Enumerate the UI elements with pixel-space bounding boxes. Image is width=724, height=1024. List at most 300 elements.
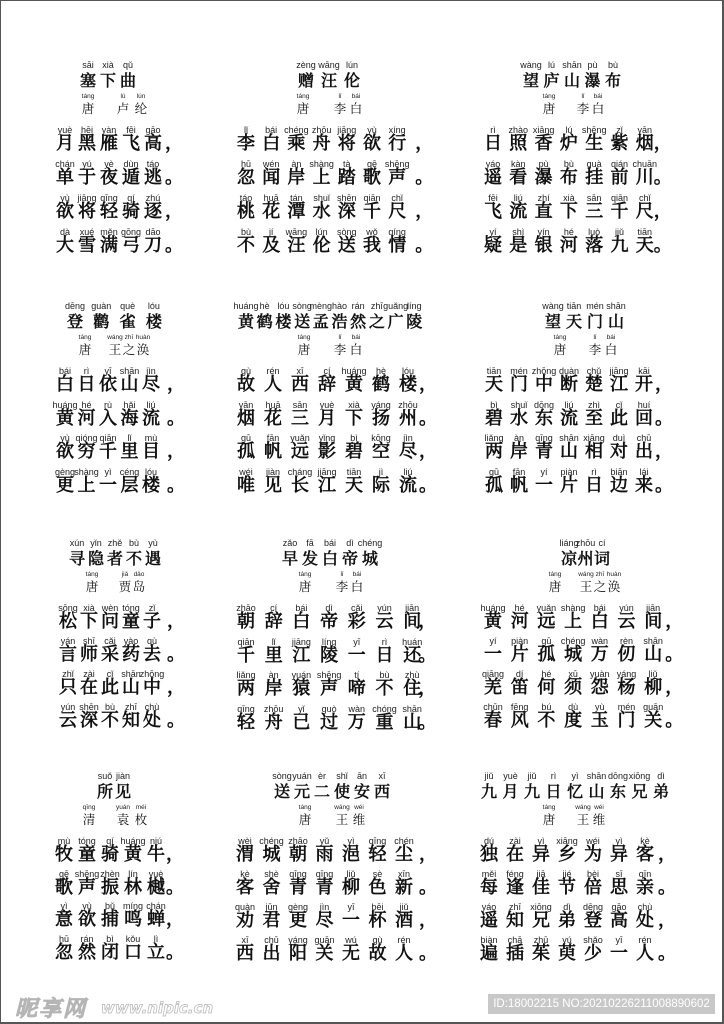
- pinyin: yù: [82, 901, 92, 911]
- verse-char: [144, 125, 162, 154]
- pinyin: yín: [537, 227, 550, 237]
- hanzi: 雪: [78, 235, 96, 256]
- hanzi: 州: [399, 407, 417, 429]
- verse-char: [482, 669, 504, 698]
- pinyin: qíng: [388, 227, 406, 237]
- hanzi: 江: [317, 474, 336, 496]
- pinyin: jūn: [265, 902, 278, 912]
- pinyin: shǐ: [336, 771, 348, 781]
- hanzi: 照: [509, 133, 528, 154]
- hanzi: 白: [262, 133, 281, 154]
- pinyin: lín: [128, 868, 138, 879]
- verse-char: [263, 869, 281, 898]
- hanzi: 只: [59, 677, 77, 698]
- hanzi: 仞: [617, 644, 636, 665]
- pinyin: zài: [83, 669, 95, 679]
- pinyin: cí: [598, 538, 606, 548]
- hanzi: 黄: [56, 407, 74, 429]
- verse-char: [609, 366, 628, 395]
- pinyin: jí: [268, 227, 274, 237]
- pinyin: xī: [378, 771, 386, 781]
- hanzi: 飞: [122, 133, 140, 154]
- author-char: [336, 571, 349, 594]
- hanzi: 上: [564, 611, 583, 632]
- hanzi: 知: [122, 710, 140, 731]
- hanzi: 天: [485, 374, 503, 395]
- verse-char: [286, 227, 308, 256]
- pinyin: kè: [240, 869, 250, 879]
- dynasty-char: [82, 93, 95, 116]
- hanzi: 高: [144, 133, 162, 154]
- verse-char: [292, 603, 310, 632]
- hanzi: 问: [101, 611, 119, 632]
- verse-char: [535, 159, 553, 188]
- hanzi: 长: [291, 474, 309, 496]
- pinyin: dì: [657, 771, 665, 781]
- hanzi: 流: [560, 407, 578, 429]
- hanzi: 意: [55, 909, 73, 930]
- pinyin: jìn: [319, 902, 330, 912]
- verse-char: [101, 669, 119, 698]
- hanzi: 日: [585, 474, 603, 496]
- pinyin: qīn: [638, 869, 652, 879]
- hanzi: 大: [56, 235, 74, 256]
- hanzi: 流: [142, 407, 160, 429]
- author-char: [578, 571, 594, 594]
- pinyin: qīng: [82, 804, 96, 811]
- pinyin: gù: [372, 935, 383, 945]
- verse-char: [506, 869, 524, 898]
- verse-char: [610, 400, 628, 429]
- hanzi: 去: [143, 644, 161, 665]
- verse-char: [399, 366, 417, 395]
- pinyin: tán: [290, 193, 303, 203]
- hanzi: 杨: [617, 677, 636, 698]
- pinyin: yuè: [319, 399, 335, 410]
- punctuation: 。: [658, 943, 676, 964]
- pinyin: yù: [148, 538, 158, 548]
- pinyin: bǔ: [104, 901, 115, 911]
- hanzi: 流: [509, 201, 528, 222]
- pinyin: zhī: [124, 702, 137, 712]
- pinyin: wàng: [520, 60, 542, 70]
- verse-char: [337, 227, 357, 256]
- pinyin: rì: [83, 366, 90, 376]
- pinyin: shān: [559, 433, 579, 443]
- hanzi: 牧: [55, 844, 73, 865]
- pinyin: liǎng: [236, 670, 256, 680]
- hanzi: 白: [349, 101, 363, 116]
- verse-char: [348, 637, 366, 666]
- hanzi: 山: [120, 374, 139, 395]
- hanzi: 闻: [262, 167, 281, 188]
- pinyin: wén: [262, 159, 280, 169]
- hanzi: 影: [318, 441, 336, 462]
- punctuation: ，: [653, 201, 672, 222]
- hanzi: 维: [592, 812, 606, 827]
- pinyin: dùn: [123, 159, 139, 169]
- verse-char: [124, 934, 142, 963]
- verse-char: [584, 869, 602, 898]
- hanzi: 瀑: [534, 167, 553, 188]
- hanzi: 入: [99, 407, 117, 429]
- hanzi: 鹤: [372, 374, 390, 395]
- hanzi: 尽: [315, 910, 334, 931]
- verse-char: [395, 869, 413, 898]
- verse-char: [78, 125, 96, 154]
- hanzi: 弟: [652, 782, 670, 801]
- hanzi: 伦: [343, 71, 361, 90]
- verse-char: [56, 227, 74, 256]
- pinyin: shān: [562, 60, 582, 70]
- pinyin: rì: [591, 466, 597, 477]
- hanzi: 孟: [312, 312, 329, 331]
- hanzi: 片: [510, 644, 529, 665]
- pinyin: zhě: [107, 538, 123, 548]
- verse-char: [376, 637, 394, 666]
- verse-char: [79, 702, 99, 731]
- hanzi: 山: [607, 312, 624, 331]
- verse-char: [485, 467, 503, 496]
- punctuation: ，: [166, 909, 184, 930]
- hanzi: 青: [315, 877, 334, 898]
- verse-char: [75, 433, 97, 462]
- verse-char: [237, 467, 255, 496]
- punctuation: 。: [418, 711, 437, 733]
- pinyin: èr: [317, 771, 327, 781]
- pinyin: qīng: [100, 193, 118, 203]
- hanzi: 踏: [337, 167, 356, 188]
- hanzi: 桃: [237, 201, 255, 222]
- pinyin: yí: [489, 227, 497, 237]
- pinyin: shàng: [309, 159, 334, 169]
- verse-char: [636, 193, 654, 222]
- pinyin: lú: [120, 93, 126, 100]
- verse-char: [101, 934, 119, 963]
- hanzi: 然: [78, 941, 96, 963]
- dynasty-char: [549, 571, 562, 594]
- verse-char: [100, 193, 118, 222]
- title-char: [318, 60, 340, 90]
- verse-char: [80, 603, 98, 632]
- verse-char: [610, 433, 628, 462]
- title-char: [126, 538, 142, 568]
- verse-char: [99, 433, 117, 462]
- pinyin: dōng: [533, 399, 555, 410]
- pinyin: chǐ: [639, 193, 651, 203]
- pinyin: hé: [563, 227, 574, 237]
- verse-char: [100, 869, 120, 898]
- pinyin: huán: [402, 636, 423, 647]
- hanzi: 黄: [484, 611, 502, 632]
- hanzi: 江: [609, 374, 628, 395]
- pinyin: hǎi: [123, 399, 136, 410]
- pinyin: xīn: [397, 869, 410, 879]
- pinyin: kàn: [511, 159, 526, 169]
- pinyin: táng: [81, 93, 95, 100]
- verse-char: [236, 869, 254, 898]
- pinyin: jiān: [646, 603, 661, 613]
- verse-char: [560, 125, 578, 154]
- author-char: [135, 93, 148, 116]
- hanzi: 所: [96, 782, 114, 801]
- verse-char: [583, 935, 603, 964]
- title-char: [354, 771, 370, 801]
- verse-char: [58, 603, 78, 632]
- hanzi: 疑: [484, 235, 502, 256]
- hanzi: 之: [593, 579, 607, 594]
- pinyin: shēn: [79, 702, 99, 712]
- verse-char: [345, 467, 363, 496]
- author-char: [135, 804, 148, 827]
- hanzi: 茱: [532, 943, 550, 964]
- verse-char: [635, 433, 653, 462]
- hanzi: 发: [301, 549, 319, 568]
- title-char: [97, 771, 113, 801]
- pinyin: dú: [483, 836, 494, 846]
- pinyin: jì: [378, 466, 384, 477]
- verse-char: [511, 636, 529, 665]
- pinyin: hé: [81, 399, 92, 410]
- pinyin: dōng: [607, 771, 629, 781]
- pinyin: chéng: [259, 836, 284, 846]
- verse-char: [371, 433, 391, 462]
- pinyin: qǔ: [122, 60, 134, 70]
- title-char: [88, 538, 104, 568]
- verse-char: [122, 636, 140, 665]
- verse-char: [121, 433, 139, 462]
- title-char: [543, 60, 559, 90]
- hanzi: 海: [120, 407, 139, 429]
- hanzi: 人: [636, 943, 654, 964]
- verse-char: [101, 836, 119, 865]
- pinyin: zǐ: [616, 125, 623, 135]
- verse-char: [342, 935, 360, 964]
- hanzi: 轻: [237, 711, 255, 733]
- hanzi: 流: [399, 474, 417, 496]
- title-char: [120, 301, 136, 331]
- hanzi: 白: [591, 101, 605, 116]
- verse-char: [644, 669, 662, 698]
- verse-char: [318, 366, 336, 395]
- pinyin: huàn: [606, 571, 622, 578]
- pinyin: táng: [78, 334, 92, 341]
- hanzi: 柳: [644, 677, 663, 698]
- hanzi: 黄: [345, 374, 363, 395]
- title-char: [272, 771, 292, 801]
- hanzi: 王: [579, 579, 593, 594]
- pinyin: qiān: [99, 433, 117, 443]
- verse-char: [320, 603, 338, 632]
- hanzi: 乡: [557, 844, 576, 865]
- punctuation: ，: [655, 374, 673, 395]
- hanzi: 亲: [636, 877, 654, 898]
- hanzi: 相: [584, 441, 603, 462]
- dynasty-char: [79, 334, 92, 357]
- pinyin: chán: [146, 901, 166, 911]
- hanzi: 立: [147, 941, 165, 963]
- hanzi: 枚: [134, 812, 148, 827]
- pinyin: qù: [146, 636, 157, 646]
- pinyin: qiān: [363, 193, 381, 203]
- title-char: [383, 301, 408, 331]
- hanzi: 朝: [237, 611, 255, 632]
- hanzi: 安: [353, 782, 371, 801]
- pinyin: shān: [643, 636, 663, 646]
- verse-char: [480, 869, 498, 898]
- hanzi: 白: [350, 579, 364, 594]
- verse-char: [618, 702, 636, 731]
- author-char: [123, 334, 136, 357]
- punctuation: ，: [418, 678, 437, 699]
- hanzi: 唐: [553, 342, 567, 357]
- verse-char: [288, 902, 308, 931]
- verse-char: [345, 400, 363, 429]
- verse-char: [122, 603, 140, 632]
- pinyin: chù: [637, 902, 653, 912]
- pinyin: bèi: [586, 869, 599, 879]
- pinyin: bù: [379, 670, 390, 680]
- title-char: [275, 301, 291, 331]
- verse-char: [564, 669, 582, 698]
- hanzi: 出: [262, 943, 281, 964]
- verse-char: [635, 366, 653, 395]
- pinyin: gèng: [287, 902, 309, 912]
- pinyin: shān: [606, 301, 626, 311]
- hanzi: 猿: [292, 678, 311, 699]
- hanzi: 客: [236, 877, 254, 898]
- pinyin: xià: [563, 193, 575, 203]
- pinyin: rù: [103, 399, 112, 410]
- punctuation: 。: [166, 876, 184, 898]
- hanzi: 春: [484, 710, 502, 731]
- hanzi: 边: [610, 474, 628, 496]
- pinyin: zhī: [370, 301, 383, 311]
- pinyin: qīng: [535, 433, 553, 443]
- title-char: [562, 60, 582, 90]
- verse-char: [537, 636, 555, 665]
- title-char: [65, 301, 85, 331]
- verse-char: [264, 400, 282, 429]
- hanzi: 里: [264, 644, 283, 666]
- verse-char: [237, 704, 255, 733]
- pinyin: xià: [348, 399, 360, 410]
- verse-char: [636, 869, 654, 898]
- pinyin: shēn: [337, 193, 357, 203]
- pinyin: yù: [60, 433, 70, 443]
- hanzi: 纶: [134, 101, 148, 116]
- hanzi: 故: [237, 374, 255, 395]
- punctuation: ，: [418, 611, 437, 632]
- hanzi: 烟: [237, 407, 255, 429]
- pinyin: qí: [106, 836, 114, 846]
- verse-char: [262, 159, 280, 188]
- hanzi: 曲: [119, 71, 137, 90]
- pinyin: jiān: [405, 603, 420, 613]
- hanzi: 东: [535, 407, 553, 429]
- verse-char: [147, 869, 165, 898]
- hanzi: 楼: [399, 374, 417, 395]
- pinyin: sān: [292, 399, 308, 410]
- hanzi: 前: [610, 167, 629, 188]
- verse-char: [55, 159, 75, 188]
- verse-char: [395, 935, 413, 964]
- hanzi: 帆: [510, 474, 528, 496]
- hanzi: 我: [363, 235, 381, 256]
- pinyin: shuǐ: [313, 193, 330, 203]
- verse-char: [55, 869, 73, 898]
- punctuation: ，: [415, 201, 434, 222]
- pinyin: kōng: [371, 433, 391, 443]
- pinyin: liú: [513, 193, 523, 203]
- hanzi: 下: [99, 71, 117, 90]
- hanzi: 逐: [144, 201, 162, 222]
- pinyin: jiǔ: [484, 771, 494, 781]
- pinyin: bēi: [371, 902, 384, 912]
- hanzi: 万: [347, 711, 366, 733]
- verse-char: [399, 467, 417, 496]
- verse-char: [636, 125, 654, 154]
- pinyin: zhōng: [531, 366, 557, 376]
- hanzi: 门: [586, 312, 604, 331]
- hanzi: 将: [77, 201, 96, 222]
- hanzi: 西: [236, 943, 254, 964]
- hanzi: 来: [635, 474, 653, 496]
- hanzi: 两: [236, 678, 255, 699]
- pinyin: suǒ: [97, 771, 113, 781]
- verse-char: [77, 193, 96, 222]
- pinyin: yī: [347, 902, 355, 912]
- pinyin: jiā: [536, 869, 546, 879]
- author-char: [594, 571, 607, 594]
- hanzi: 唐: [298, 579, 312, 594]
- pinyin: jiǔ: [399, 902, 409, 912]
- hanzi: 见: [114, 782, 132, 801]
- hanzi: 单: [56, 167, 74, 188]
- hanzi: 云: [59, 710, 77, 731]
- pinyin: měn: [100, 227, 118, 237]
- pinyin: bù: [104, 702, 115, 712]
- dynasty-char: [298, 334, 311, 357]
- pinyin: gū: [488, 466, 499, 477]
- hanzi: 西: [373, 782, 391, 801]
- hanzi: 送: [337, 235, 356, 256]
- verse-char: [388, 125, 406, 154]
- pinyin: wáng: [578, 571, 594, 578]
- verse-char: [120, 836, 145, 865]
- verse-char: [610, 467, 628, 496]
- punctuation: 。: [653, 167, 672, 188]
- punctuation: 。: [166, 941, 184, 963]
- pinyin: hào: [331, 301, 348, 311]
- verse-char: [143, 702, 161, 731]
- hanzi: 之: [368, 312, 385, 331]
- verse-char: [337, 193, 357, 222]
- verse-char: [316, 869, 334, 898]
- pinyin: quàn: [234, 902, 256, 912]
- hanzi: 歌: [55, 876, 73, 898]
- verse-char: [55, 467, 75, 496]
- pinyin: tiān: [637, 227, 653, 237]
- hanzi: 空: [372, 441, 390, 462]
- pinyin: yì: [571, 771, 579, 781]
- hanzi: 月: [318, 407, 336, 429]
- verse-char: [142, 366, 160, 395]
- hanzi: 岸: [264, 678, 283, 699]
- hanzi: 关: [315, 943, 334, 964]
- pinyin: lú: [547, 60, 556, 70]
- hanzi: 塞: [79, 71, 97, 90]
